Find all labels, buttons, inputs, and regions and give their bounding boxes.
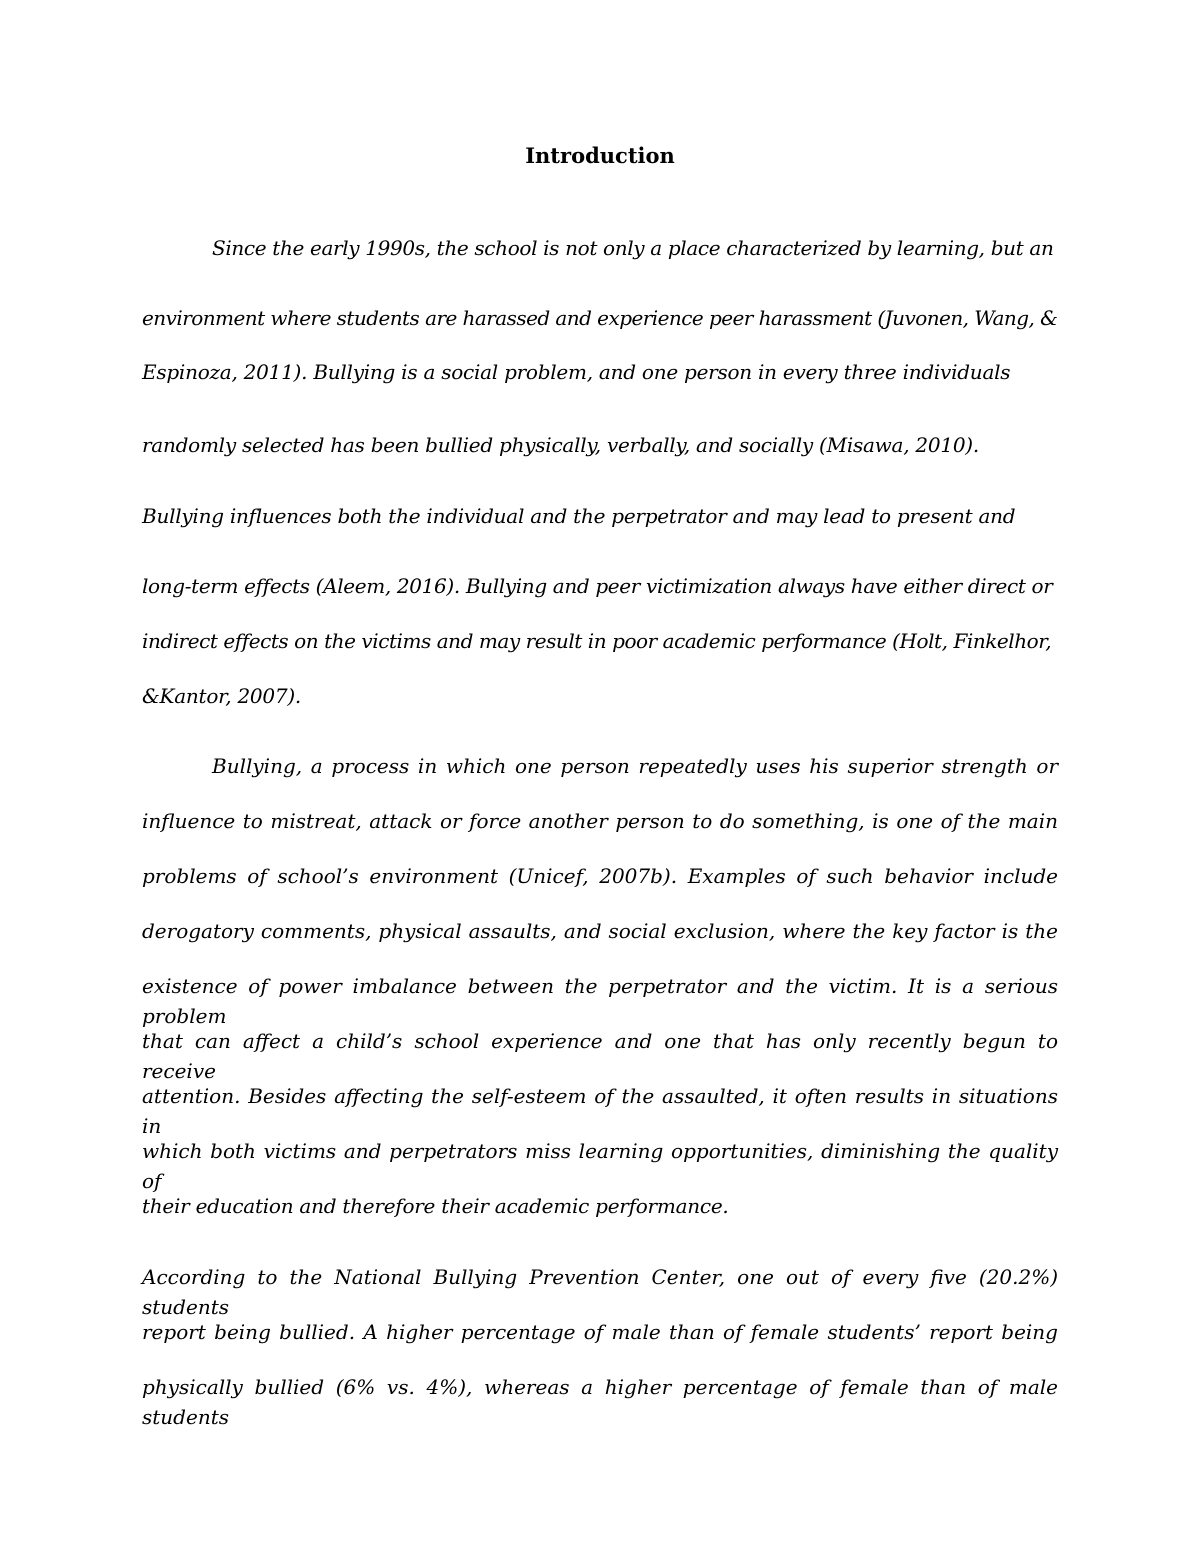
paragraph-1-line-1: Since the early 1990s, the school is not only a place characterized by learning, but an: [212, 236, 1054, 260]
paragraph-1-line-5: Bullying influences both the individual and the perpetrator and may lead to present and: [142, 504, 1016, 528]
paragraph-1-line-4: randomly selected has been bullied physically, verbally, and socially (Misawa, 2010).: [142, 433, 979, 457]
paragraph-2-line-7: attention. Besides affecting the self-esteem of the assaulted, it often results in situations in: [142, 1084, 1058, 1138]
paragraph-2-line-5: existence of power imbalance between the perpetrator and the victim. It is a serious problem: [142, 974, 1058, 1028]
paragraph-2-line-6: that can affect a child’s school experience and one that has only recently begun to receive: [142, 1029, 1058, 1083]
paragraph-2-line-4: derogatory comments, physical assaults, and social exclusion, where the key factor is the: [142, 919, 1058, 943]
paragraph-1-line-8: &Kantor, 2007).: [142, 684, 302, 708]
paragraph-1-line-6: long-term effects (Aleem, 2016). Bullying and peer victimization always have either direct or: [142, 574, 1053, 598]
paragraph-2-line-2: influence to mistreat, attack or force another person to do something, is one of the main: [142, 809, 1058, 833]
paragraph-1-line-2: environment where students are harassed and experience peer harassment (Juvonen, Wang, &: [142, 306, 1058, 330]
paragraph-2-line-1: Bullying, a process in which one person repeatedly uses his superior strength or: [212, 754, 1058, 778]
paragraph-3-line-2: report being bullied. A higher percentage of male than of female students’ report being: [142, 1320, 1058, 1344]
paragraph-3-line-3: physically bullied (6% vs. 4%), whereas a higher percentage of female than of male students: [142, 1375, 1058, 1429]
paragraph-2-line-8: which both victims and perpetrators miss learning opportunities, diminishing the quality of: [142, 1139, 1058, 1193]
paragraph-1-line-7: indirect effects on the victims and may result in poor academic performance (Holt, Finkelhor,: [142, 629, 1052, 653]
paragraph-1-line-3: Espinoza, 2011). Bullying is a social problem, and one person in every three individuals: [142, 360, 1011, 384]
paragraph-3-line-1: According to the National Bullying Prevention Center, one out of every five (20.2%) students: [142, 1265, 1058, 1319]
page-title: Introduction: [525, 143, 675, 168]
paragraph-2-line-3: problems of school’s environment (Unicef, 2007b). Examples of such behavior include: [142, 864, 1058, 888]
paragraph-2-line-9: their education and therefore their academic performance.: [142, 1194, 729, 1218]
